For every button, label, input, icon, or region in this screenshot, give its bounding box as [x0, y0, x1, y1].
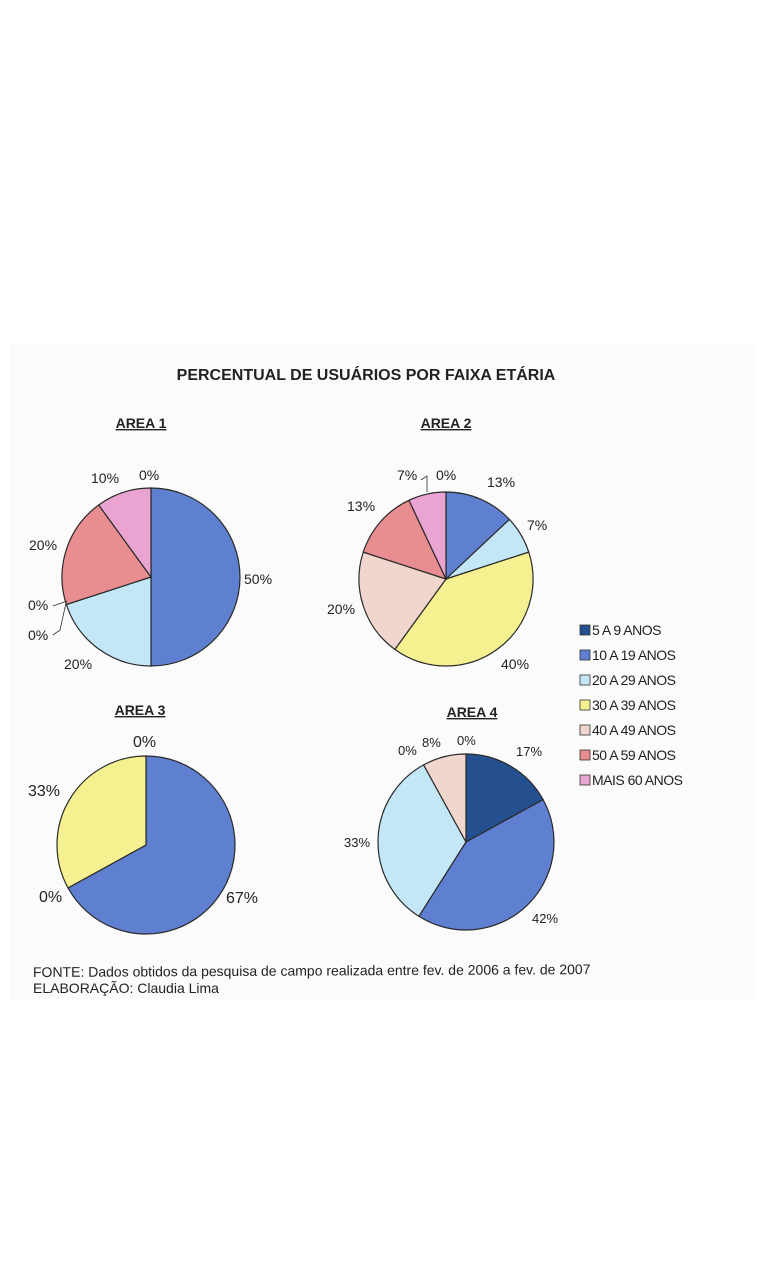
legend-label-50-a-59-anos: 50 A 59 ANOS	[592, 747, 676, 763]
area-1-label-5a9: 0%	[139, 467, 160, 483]
pie-area-1-slices	[62, 488, 240, 666]
footer-source: FONTE: Dados obtidos da pesquisa de campo realizada entre fev. de 2006 a fev. de 2007	[32, 961, 591, 980]
legend	[580, 622, 683, 788]
area-4-title: AREA 4	[446, 704, 498, 720]
area-1-leader-40a49	[53, 603, 66, 635]
area-2-title: AREA 2	[420, 415, 472, 431]
pie-area-1	[28, 415, 272, 672]
area-2-label-20a29: 7%	[527, 517, 548, 533]
legend-swatch-5-a-9-anos	[580, 625, 590, 635]
legend-swatch-40-a-49-anos	[580, 725, 590, 735]
legend-label-10-a-19-anos: 10 A 19 ANOS	[592, 647, 676, 663]
area-2-leader-mais60	[421, 476, 427, 492]
legend-swatch-mais-60-anos	[580, 775, 590, 785]
area-3-label-top: 0%	[133, 734, 157, 751]
legend-swatch-10-a-19-anos	[580, 650, 590, 660]
area-4-label-10a19: 42%	[532, 911, 559, 926]
area-2-label-50a59: 13%	[347, 498, 376, 514]
area-4-label-30a39: 0%	[398, 743, 417, 758]
pie-area-4	[344, 704, 558, 930]
chart-title: PERCENTUAL DE USUÁRIOS POR FAIXA ETÁRIA	[176, 367, 556, 384]
area-2-label-40a49: 20%	[327, 601, 356, 617]
area-1-label-30a39: 0%	[28, 597, 49, 613]
legend-label-30-a-39-anos: 30 A 39 ANOS	[592, 697, 676, 713]
legend-swatch-50-a-59-anos	[580, 750, 590, 760]
legend-swatch-30-a-39-anos	[580, 700, 590, 710]
pie-area-3-slices	[57, 756, 235, 934]
area-2-label-5a9: 0%	[436, 467, 457, 483]
area-1-label-50a59: 20%	[29, 537, 58, 553]
pie-area-4-slices	[378, 754, 554, 930]
pie-area-3	[28, 702, 258, 934]
area-4-label-20a29: 33%	[344, 835, 371, 850]
legend-label-mais-60-anos: MAIS 60 ANOS	[592, 772, 683, 788]
pie-area-2-slices	[359, 492, 533, 666]
area-4-label-50a59: 0%	[457, 733, 476, 748]
area-4-label-5a9: 17%	[516, 744, 543, 759]
area-1-label-20a29: 20%	[64, 656, 93, 672]
area-2-label-mais60: 7%	[397, 467, 418, 483]
area-3-title: AREA 3	[114, 702, 166, 718]
area-3-label-10a19: 67%	[226, 890, 259, 907]
footer-author: ELABORAÇÃO: Claudia Lima	[33, 980, 219, 996]
area-1-leader-30a39	[53, 601, 67, 606]
area-1-title: AREA 1	[115, 415, 167, 431]
area-2-label-10a19: 13%	[487, 474, 516, 490]
legend-label-20-a-29-anos: 20 A 29 ANOS	[592, 672, 676, 688]
area-1-label-10a19: 50%	[244, 571, 273, 587]
area-1-label-40a49: 0%	[28, 627, 49, 643]
area-1-label-mais60: 10%	[91, 470, 120, 486]
area-2-label-30a39: 40%	[501, 656, 530, 672]
legend-swatch-20-a-29-anos	[580, 675, 590, 685]
pie-area-2	[327, 415, 547, 672]
area-4-label-40a49: 8%	[422, 735, 441, 750]
area-3-label-20a29: 0%	[39, 889, 63, 906]
legend-label-40-a-49-anos: 40 A 49 ANOS	[592, 722, 676, 738]
legend-label-5-a-9-anos: 5 A 9 ANOS	[592, 622, 661, 638]
area-3-label-30a39: 33%	[28, 783, 61, 800]
area-1-slice-10-a-19-anos	[151, 488, 240, 666]
